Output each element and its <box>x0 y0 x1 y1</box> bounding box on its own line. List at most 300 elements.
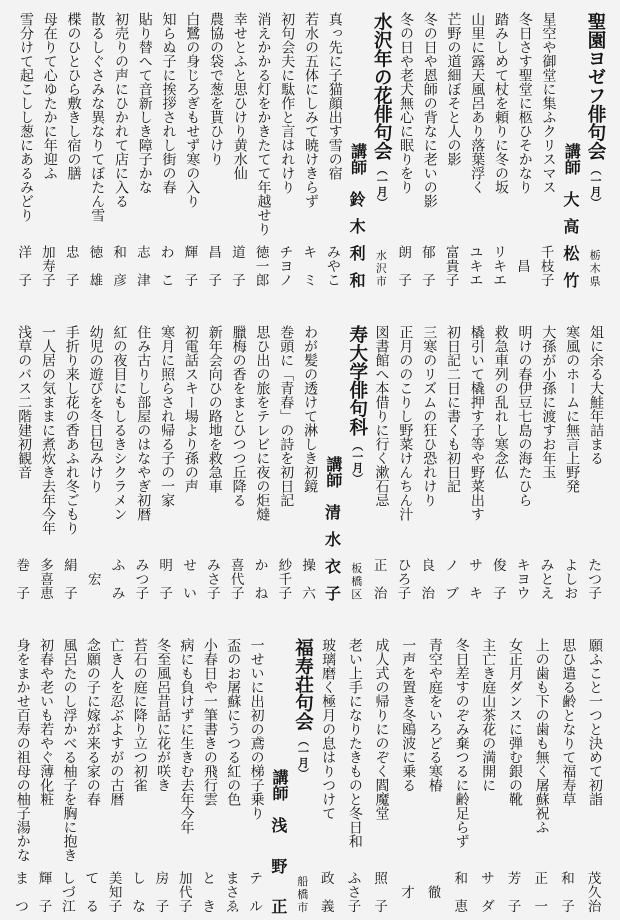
name-char: 市 <box>375 275 387 288</box>
name-char: 子 <box>493 585 507 602</box>
tier-middle <box>11 325 607 607</box>
name-char: お <box>564 585 578 602</box>
name-char: 茂 <box>587 871 602 887</box>
haiku-author <box>203 247 227 288</box>
haiku-column <box>421 638 448 920</box>
haiku-column <box>154 325 178 607</box>
name-char: リ <box>493 245 507 261</box>
name-char: ル <box>249 898 263 915</box>
name-char: こ <box>327 272 341 289</box>
haiku-author <box>202 560 226 601</box>
haiku-column <box>81 638 104 920</box>
name-char: 昌 <box>517 258 531 275</box>
lecturer-name <box>321 505 345 602</box>
group-name: 水沢年の花俳句会 <box>371 12 393 160</box>
name-char: 木 <box>349 217 366 236</box>
haiku-author <box>154 560 178 601</box>
lecturer-name <box>560 192 584 289</box>
name-char: 明 <box>159 558 173 574</box>
haiku-column <box>581 638 608 920</box>
name-char: て <box>85 871 99 887</box>
haiku-text: 盃のお屠蘇にうつる紅の色 <box>225 638 242 806</box>
name-char: ミ <box>303 272 317 289</box>
name-char: 船 <box>297 875 309 888</box>
name-char: 治 <box>421 585 436 602</box>
name-char: み <box>540 558 555 574</box>
name-char: 清 <box>324 503 341 522</box>
name-char: 徳 <box>255 245 270 261</box>
haiku-text: 三寒のリズムの狂ひ恐れけり <box>421 325 438 507</box>
name-char: キ <box>469 585 483 602</box>
haiku-text: 寒風のホームに無言上野発 <box>564 325 581 493</box>
haiku-text: 俎に余る大鮭年詰まる <box>588 325 604 465</box>
haiku-column <box>244 638 267 920</box>
name-char: 板 <box>351 562 363 575</box>
name-char: 野 <box>271 856 288 876</box>
name-char: 子 <box>232 272 246 289</box>
name-char: 江 <box>62 898 76 915</box>
name-char: 志 <box>137 245 151 261</box>
name-char: 忠 <box>65 245 80 261</box>
haiku-author <box>37 247 61 288</box>
haiku-column <box>475 638 502 920</box>
lecturer-name <box>268 818 291 915</box>
name-char: 貴 <box>445 258 460 275</box>
haiku-column <box>132 12 156 294</box>
haiku-text: 新年会向ひの路地を救急車 <box>206 325 223 493</box>
haiku-text: 主亡き庭山茶花の満開に <box>480 638 497 792</box>
haiku-column <box>583 325 607 607</box>
haiku-author <box>180 247 204 288</box>
haiku-author <box>151 873 174 914</box>
haiku-column <box>536 12 560 294</box>
name-char: 子 <box>208 272 222 289</box>
haiku-text: 念願の子に嫁が来る家の春 <box>84 638 101 806</box>
haiku-column <box>85 12 109 294</box>
name-char: 郁 <box>422 245 436 261</box>
name-char: 房 <box>155 871 170 887</box>
haiku-text: 小春日や一筆書きの飛行雲 <box>201 638 218 806</box>
haiku-column <box>298 12 322 294</box>
name-char: 絹 <box>64 558 78 574</box>
group-title <box>345 325 369 484</box>
name-char: 橋 <box>297 888 309 901</box>
haiku-text: 真っ先に子猫顔出す雪の宿 <box>326 12 343 180</box>
haiku-text: 一人居の気ままに煮炊き去年今年 <box>39 325 56 535</box>
haiku-column <box>559 325 583 607</box>
haiku-author <box>244 873 267 914</box>
name-char: 利 <box>349 244 366 263</box>
haiku-text: 上の歯も下の歯も無く屠蘇祝ふ <box>533 638 550 834</box>
lecturer-locality <box>345 563 369 600</box>
name-char: 徳 <box>89 245 104 261</box>
name-char: こ <box>160 272 175 289</box>
haiku-text: 苔石の庭に降り立つ初雀 <box>131 638 148 792</box>
haiku-author <box>368 873 395 914</box>
name-char: テ <box>249 871 263 887</box>
lecturer-column <box>560 12 584 294</box>
name-char: な <box>132 898 146 915</box>
name-char: 沢 <box>375 262 387 275</box>
name-char: 衣 <box>324 557 341 576</box>
name-char: ダ <box>481 898 495 915</box>
haiku-text: 冬の日や老犬無心に眠りをり <box>398 12 414 194</box>
group-name: 寿大学俳句科 <box>346 325 368 436</box>
haiku-column <box>297 325 321 607</box>
name-char: 子 <box>422 272 436 289</box>
haiku-column <box>221 638 244 920</box>
name-char: 加 <box>42 245 56 261</box>
name-char: 子 <box>207 585 221 602</box>
haiku-column <box>536 325 560 607</box>
group-title-column <box>345 325 369 607</box>
haiku-column <box>314 638 341 920</box>
name-char: 子 <box>184 272 199 289</box>
haiku-text: 明けの春伊豆七島の海たひら <box>516 325 533 507</box>
haiku-author <box>297 560 321 601</box>
haiku-text: 雪分けて起こしし葱にあるみどり <box>18 12 34 222</box>
haiku-column <box>227 12 251 294</box>
haiku-author <box>395 873 422 914</box>
haiku-text: 図書館へ本借りに行く漱石忌 <box>373 325 390 507</box>
name-char: 正 <box>534 871 549 887</box>
name-char: 水 <box>324 530 341 549</box>
haiku-column <box>130 325 154 607</box>
group-title <box>583 12 607 208</box>
name-char: 代 <box>230 571 245 588</box>
haiku-text: 成人式の帰りにのぞく閻魔堂 <box>373 638 390 820</box>
name-char: と <box>202 871 216 887</box>
haiku-author <box>421 873 448 914</box>
name-char: 子 <box>230 585 245 602</box>
haiku-text: 山里に露天風呂あり落葉浮く <box>469 12 486 194</box>
haiku-column <box>178 325 202 607</box>
haiku-text: 女正月ダンスに弾む銀の靴 <box>506 638 523 806</box>
haiku-author <box>35 560 59 601</box>
tier-top <box>13 12 607 294</box>
haiku-text: 紅の夜目にもしるきシクラメン <box>111 325 128 521</box>
name-char: 彦 <box>113 272 127 289</box>
haiku-author <box>227 247 251 288</box>
lecturer-label: 講師 <box>348 143 368 175</box>
name-char: 鈴 <box>349 190 366 209</box>
name-char: 道 <box>232 245 246 261</box>
name-char: 子 <box>38 898 53 915</box>
haiku-author <box>251 247 275 288</box>
name-char: さ <box>207 571 221 588</box>
haiku-author <box>583 560 607 601</box>
name-char: 一 <box>255 258 270 275</box>
haiku-column <box>369 325 393 607</box>
haiku-column <box>251 12 275 294</box>
haiku-text: 大孫が小孫に渡すお年玉 <box>540 325 557 479</box>
name-char: キ <box>493 258 507 275</box>
haiku-author <box>174 873 197 914</box>
name-char: 恵 <box>40 585 54 602</box>
name-char: か <box>254 558 269 574</box>
name-char: 市 <box>297 901 309 914</box>
haiku-text: 芒野の道細ぼそと人の影 <box>445 12 462 166</box>
group-name: 聖園ヨゼフ俳句会 <box>585 12 606 160</box>
name-char: 洋 <box>18 245 32 261</box>
name-char: 子 <box>445 272 460 289</box>
name-char: み <box>111 585 126 602</box>
name-char: 千 <box>540 245 555 261</box>
name-char: 子 <box>65 272 80 289</box>
haiku-column <box>156 12 180 294</box>
haiku-author <box>11 560 35 601</box>
name-char: つ <box>588 571 602 588</box>
name-char: サ <box>469 558 483 574</box>
name-char: エ <box>493 272 507 289</box>
group-month: （一月） <box>296 734 310 779</box>
haiku-text: 身をまかせ百寿の祖母の柚子湯かな <box>14 638 31 862</box>
name-char: 子 <box>561 898 575 915</box>
haiku-text: 病にも負けずに生きむ去年今年 <box>178 638 195 834</box>
haiku-column <box>465 12 489 294</box>
haiku-column <box>416 325 440 607</box>
name-char: 和 <box>349 271 366 290</box>
name-char: 輝 <box>184 245 199 261</box>
haiku-text: 幼児の遊びを冬日包みけり <box>87 325 104 493</box>
haiku-text: 星空や御堂に集ふクリスマス <box>540 12 557 194</box>
name-char: 和 <box>454 871 468 887</box>
haiku-author <box>273 560 297 601</box>
name-char: と <box>540 571 555 588</box>
haiku-column <box>180 12 204 294</box>
lecturer-column <box>346 12 370 294</box>
name-char: 代 <box>179 884 193 901</box>
lecturer-label: 講師 <box>323 456 343 488</box>
haiku-column <box>37 12 61 294</box>
haiku-author <box>322 247 346 288</box>
name-char: し <box>564 571 578 588</box>
haiku-column <box>528 638 555 920</box>
name-char: 木 <box>589 262 601 275</box>
haiku-author <box>528 873 555 914</box>
haiku-author <box>13 247 37 288</box>
haiku-author <box>127 873 150 914</box>
haiku-author <box>341 873 368 914</box>
group-name: 福寿荘句会 <box>292 638 314 731</box>
name-char: 恵 <box>454 898 468 915</box>
haiku-author <box>448 873 475 914</box>
haiku-author <box>275 247 299 288</box>
haiku-text: わが髪の透けて淋しき初鏡 <box>302 325 319 493</box>
name-char: 一 <box>534 898 549 915</box>
name-char: 松 <box>563 244 580 263</box>
haiku-author <box>10 873 33 914</box>
haiku-author <box>314 873 341 914</box>
name-char: み <box>207 558 221 574</box>
name-char: 多 <box>40 558 54 574</box>
haiku-text: 白鷺の身じろぎもせず寒の入り <box>184 12 201 208</box>
haiku-author <box>393 560 417 601</box>
name-char: 富 <box>445 245 460 261</box>
name-char: 輝 <box>38 871 53 887</box>
haiku-column <box>61 12 85 294</box>
haiku-author <box>464 560 488 601</box>
name-char: 久 <box>587 884 602 901</box>
name-char: 正 <box>373 558 388 574</box>
group-month: （一月） <box>589 164 602 208</box>
haiku-text: 冬日差すのぞみ棄つるに齢足らず <box>453 638 470 848</box>
haiku-text: 老い上手になりたきものと冬日和 <box>346 638 363 848</box>
name-char: る <box>85 898 99 915</box>
haiku-text: 手折り来し花の香あふれ冬ごもり <box>63 325 80 535</box>
tier-bottom <box>10 638 608 920</box>
haiku-text: 初電話スキー場より孫の声 <box>182 325 199 493</box>
haiku-author <box>488 560 512 601</box>
haiku-author <box>501 873 528 914</box>
name-char: 千 <box>278 571 293 588</box>
name-char: エ <box>469 272 484 289</box>
haiku-text: 初売りの声にひかれて店に入る <box>113 12 129 208</box>
name-char: 子 <box>18 272 32 289</box>
haiku-author <box>61 247 85 288</box>
haiku-author <box>156 247 180 288</box>
name-char: ふ <box>111 558 126 574</box>
name-char: キ <box>469 258 484 275</box>
haiku-column <box>448 638 475 920</box>
haiku-author <box>512 560 536 601</box>
haiku-text: 初句会夫に駄作と言はれけり <box>279 12 296 194</box>
name-char: 栃 <box>589 249 601 262</box>
name-char: キ <box>303 245 317 261</box>
lecturer-locality <box>370 250 394 287</box>
name-char: 正 <box>271 897 288 916</box>
name-char: ろ <box>397 571 412 588</box>
name-char: 美 <box>108 871 123 887</box>
name-char: 才 <box>401 884 415 901</box>
haiku-text: 踏みしめて杖を頼りに冬の坂 <box>493 12 509 194</box>
haiku-column <box>13 12 37 294</box>
haiku-text: 冬の日や恩師の背なに老いの影 <box>421 12 438 208</box>
name-char: 大 <box>563 190 580 209</box>
haiku-column <box>341 638 368 920</box>
name-char: ま <box>15 871 29 887</box>
haiku-column <box>203 12 227 294</box>
haiku-column <box>108 12 132 294</box>
haiku-column <box>59 325 83 607</box>
haiku-author <box>130 560 154 601</box>
name-char: キ <box>516 558 531 574</box>
haiku-text: 一せいに出初の鳶の梯子乗り <box>248 638 265 820</box>
haiku-column <box>555 638 582 920</box>
haiku-text: 願ふこと一つと決めて初詣 <box>587 638 603 806</box>
name-char: 六 <box>302 585 316 602</box>
name-char: 昌 <box>208 245 222 261</box>
name-char: つ <box>135 571 150 588</box>
name-char: 県 <box>589 275 601 288</box>
name-char: 子 <box>278 585 293 602</box>
haiku-text: 冬日さす聖堂に柩ひそかなり <box>516 12 533 194</box>
name-char: い <box>183 585 197 602</box>
name-char: さ <box>347 884 362 901</box>
name-char: ね <box>254 585 269 602</box>
haiku-text: 農協の袋で葱を貰ひけり <box>208 12 224 166</box>
name-char: ふ <box>347 871 362 887</box>
name-char: づ <box>62 884 76 901</box>
haiku-column <box>322 12 346 294</box>
name-char: 良 <box>421 558 436 574</box>
lecturer-name <box>346 192 370 289</box>
name-char: 加 <box>179 871 193 887</box>
name-char: 義 <box>321 898 335 915</box>
name-char: 子 <box>397 585 412 602</box>
haiku-text: 玻璃磨く極月の息はりつけて <box>320 638 337 820</box>
name-char: 子 <box>108 898 123 915</box>
name-char: 子 <box>159 585 173 602</box>
name-char: 寿 <box>42 258 56 275</box>
name-char: 喜 <box>230 558 245 574</box>
lecturer-locality <box>583 250 607 287</box>
haiku-text: 臘梅の香をまとひつつ丘降る <box>230 325 247 507</box>
haiku-author <box>441 247 465 288</box>
haiku-column <box>393 325 417 607</box>
group-month: （一月） <box>375 164 389 208</box>
name-char: 俊 <box>493 558 507 574</box>
haiku-author <box>34 873 57 914</box>
name-char: ウ <box>516 585 531 602</box>
haiku-text: 初日記二日に書くも初日記 <box>445 325 462 493</box>
haiku-column <box>512 325 536 607</box>
haiku-column <box>202 325 226 607</box>
name-char: 高 <box>563 217 580 236</box>
haiku-column <box>440 325 464 607</box>
haiku-author <box>298 247 322 288</box>
haiku-author <box>108 247 132 288</box>
name-char: 子 <box>64 585 78 602</box>
name-char: よ <box>564 558 578 574</box>
haiku-column <box>226 325 250 607</box>
haiku-column <box>127 638 150 920</box>
name-char: わ <box>160 245 175 261</box>
name-char: せ <box>183 558 197 574</box>
haiku-author <box>104 873 127 914</box>
name-char: 子 <box>155 898 170 915</box>
name-char: 子 <box>540 272 555 289</box>
name-char: 子 <box>42 272 56 289</box>
haiku-text: 青空や庭をいろどる寒椿 <box>426 638 443 792</box>
lecturer-label: 講師 <box>562 143 582 175</box>
haiku-author <box>81 873 104 914</box>
haiku-column <box>83 325 107 607</box>
name-char: 子 <box>347 898 362 915</box>
haiku-text: 風呂たのし浮かべる柚子を胸に抱き <box>61 638 78 862</box>
haiku-text: 正月ののこりし野菜けんちん汁 <box>397 325 414 521</box>
name-char: つ <box>15 898 29 915</box>
haiku-text: 浅草のバス二階建初観音 <box>16 325 33 479</box>
name-char: 郎 <box>255 272 270 289</box>
haiku-author <box>178 560 202 601</box>
name-char: ま <box>225 871 240 887</box>
haiku-text: 寒月に照らされ帰る子の一家 <box>159 325 176 507</box>
haiku-column <box>57 638 80 920</box>
haiku-text: 初春や老いも若やぐ薄化粧 <box>38 638 55 806</box>
name-char: 知 <box>108 884 123 901</box>
haiku-column <box>11 325 35 607</box>
name-char: 子 <box>135 585 150 602</box>
haiku-column <box>464 325 488 607</box>
name-char: 子 <box>16 585 30 602</box>
name-char: 紗 <box>278 558 293 574</box>
haiku-text: 一声を置き冬鴎波に乗る <box>400 638 417 792</box>
name-char: 芳 <box>507 871 522 887</box>
name-char: 政 <box>321 871 335 887</box>
name-char: 枝 <box>540 258 555 275</box>
name-char: き <box>202 898 216 915</box>
